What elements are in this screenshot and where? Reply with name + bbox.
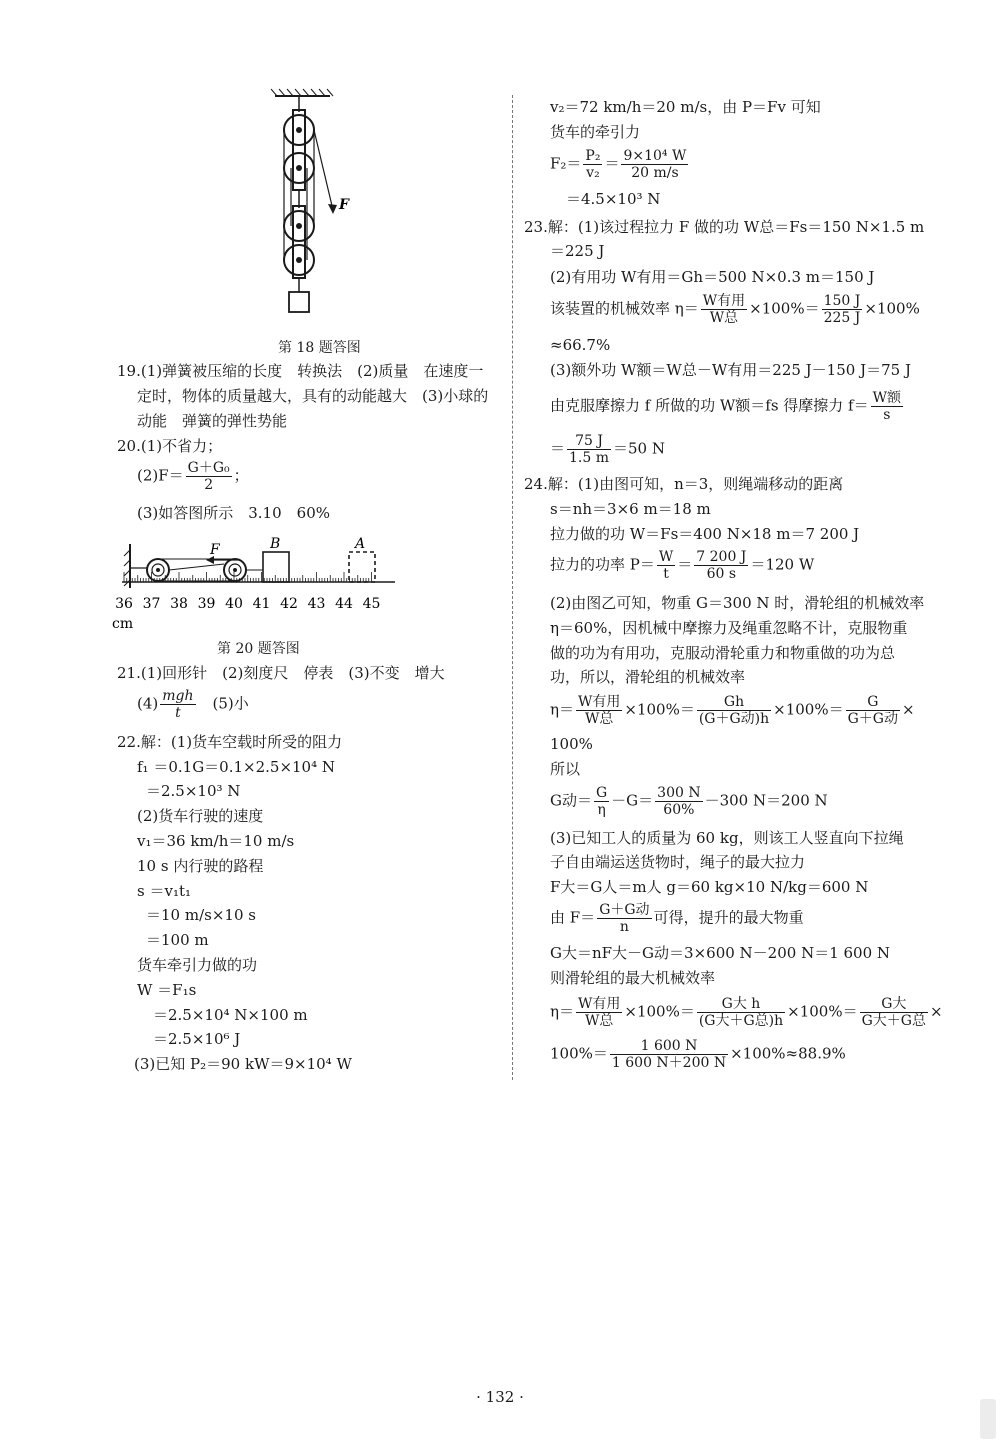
q23-friction-result-denominator: 1.5 m [569,450,610,466]
q24-e3-suffix: 可得，提升的最大物重 [653,908,804,927]
q21-line-1: 21.(1)回形针 (2)刻度尺 停表 (3)不变 增大 [117,664,445,682]
q22-line-9: ＝100 m [146,931,209,949]
q24-line-18: 则滑轮组的最大机械效率 [550,969,716,987]
figure-20-label-a: A [355,536,366,552]
q20-formula-prefix: (2)F＝ [137,466,184,485]
q22c-fraction-1-denominator: v₂ [586,165,600,181]
q22-line-10: 货车牵引力做的功 [137,956,258,974]
q23-efficiency-middle: ×100%＝ [749,299,820,318]
q24-power-prefix: 拉力的功率 P＝ [550,555,655,574]
q23-friction-result-prefix: ＝ [550,439,566,458]
q24-e4-fraction-2 [697,996,785,1029]
q22-line-6: 10 s 内行驶的路程 [137,857,264,875]
q24-e2-fraction-1-denominator: η [597,802,606,818]
ruler-tick-label: 39 [197,596,216,612]
q24-line-15: F大＝G人＝m人 g＝60 kg×10 N/kg＝600 N [550,878,869,896]
q24-line-10: 100% [550,735,593,753]
q21-fraction-denominator: t [175,705,181,721]
q24-line-1: 24.解：(1)由图可知，n＝3，则绳端移动的距离 [524,475,844,493]
q19-line-3: 动能 弹簧的弹性势能 [137,412,288,430]
q22c-fraction-1 [583,148,602,181]
q20-fraction-denominator: 2 [204,477,214,493]
q24-e1-fraction-2-numerator: Gh [697,694,771,711]
figure-20-caption: 第 20 题答图 [217,641,300,657]
q23-efficiency-fraction-2 [822,293,863,326]
figure-18-caption: 第 18 题答图 [278,340,361,356]
figure-20-ruler-diagram [110,530,400,632]
q24-e2-middle: －G＝ [611,791,654,810]
q22c-fraction-2-numerator: 9×10⁴ W [623,148,687,164]
q24-final-result [550,1038,846,1071]
q22-line-13: ＝2.5×10⁶ J [153,1030,241,1048]
q24-power-fraction-1-numerator: W [658,549,674,565]
q23-friction-fraction [871,390,903,423]
q24-e5-fraction-numerator: 1 600 N [610,1038,728,1055]
q21-prefix: (4) [137,694,159,713]
q20-line-3: (3)如答图所示 3.10 60% [137,504,330,522]
q24-line-4 [550,549,814,582]
q20-line-2 [137,460,249,493]
q24-line-7: 做的功为有用功，克服动滑轮重力和物重做的功为总 [550,644,896,662]
figure-20-label-b: B [270,536,281,552]
q24-max-weight-formula [550,902,804,935]
q24-line-14: 子自由端运送货物时，绳子的最大拉力 [550,853,806,871]
q24-e4-fraction-1-numerator: W有用 [578,996,621,1012]
q20-fraction [186,460,232,493]
q22c-fraction-2 [621,148,688,181]
q23-efficiency-fraction-1 [701,293,747,326]
q22-line-12: ＝2.5×10⁴ N×100 m [153,1006,308,1024]
q24-e2-suffix: －300 N＝200 N [704,791,828,810]
q22-line-1: 22.解：(1)货车空载时所受的阻力 [117,733,343,751]
q24-e3-prefix: 由 F＝ [550,908,596,927]
q24-e1-fraction-3-numerator: G [846,694,900,711]
ruler-tick-label: 40 [225,596,243,612]
figure-18-pulley-diagram [255,88,365,333]
q24-e4-fraction-2-numerator: G大 h [697,996,785,1013]
ruler-tick-label: 42 [280,596,298,612]
q23-line-4 [550,293,920,326]
q24-efficiency-formula [550,694,915,727]
q23-efficiency-suffix: ×100% [864,299,920,318]
q23-efficiency-fraction-2-denominator: 225 J [823,310,861,326]
q24-dynamic-weight-formula [550,785,828,818]
q24-e2-fraction-1 [594,785,609,818]
q22c-formula-prefix: F₂＝ [550,154,582,173]
q23-friction-result-suffix: ＝50 N [613,439,665,458]
q23-efficiency-fraction-1-denominator: W总 [709,310,739,326]
q24-power-fraction-1-denominator: t [663,566,669,582]
q24-e5-fraction [610,1038,728,1071]
q23-friction-result-numerator: 75 J [567,433,611,450]
q24-e5-prefix: 100%＝ [550,1044,608,1063]
q24-e1-fraction-1-denominator: W总 [585,711,614,727]
q24-line-5: (2)由图乙可知，物重 G＝300 N 时，滑轮组的机械效率 [550,594,925,612]
figure-18-label-f: F [339,197,349,213]
q23-line-6: (3)额外功 W额＝W总－W有用＝225 J－150 J＝75 J [550,361,911,379]
watermark-logo-icon [978,1395,998,1443]
q24-line-6: η＝60%，因机械中摩擦力及绳重忽略不计，克服物重 [550,619,908,637]
q24-e1-middle-2: ×100%＝ [773,700,844,719]
ruler-tick-label: 38 [170,596,188,612]
q24-e4-fraction-1 [576,996,622,1029]
q24-e3-fraction [597,902,651,935]
q22c-fraction-2-denominator: 20 m/s [631,165,679,181]
q20-formula-suffix: ； [233,466,249,485]
q20-fraction-numerator: G＋G₀ [187,460,230,476]
q24-line-8: 功，所以，滑轮组的机械效率 [550,668,746,686]
q24-e1-middle-1: ×100%＝ [624,700,695,719]
q24-line-11: 所以 [550,760,581,778]
q24-power-fraction-2 [694,549,748,582]
q23-friction-fraction-denominator: s [883,407,891,423]
q24-e3-fraction-numerator: G＋G动 [599,902,650,918]
q22-line-2: f₁ ＝0.1G＝0.1×2.5×10⁴ N [137,758,336,776]
q24-e1-fraction-1 [576,694,622,727]
q24-e2-fraction-2-denominator: 60% [663,802,695,818]
q23-efficiency-prefix: 该装置的机械效率 η＝ [550,299,699,318]
q24-line-13: (3)已知工人的质量为 60 kg，则该工人竖直向下拉绳 [550,829,904,847]
q24-e4-fraction-3 [860,996,928,1029]
q24-e1-fraction-3-denominator: G＋G动 [847,711,898,727]
q24-max-efficiency-formula [550,996,943,1029]
q24-e2-fraction-2-numerator: 300 N [657,785,701,801]
q22c-line-4: ＝4.5×10³ N [566,190,661,208]
q24-line-3: 拉力做的功 W＝Fs＝400 N×18 m＝7 200 J [550,525,860,543]
ruler-tick-label: 45 [362,596,381,612]
q22-line-14: (3)已知 P₂＝90 kW＝9×10⁴ W [134,1055,352,1073]
q22-line-8: ＝10 m/s×10 s [146,906,256,924]
q24-e1-fraction-1-numerator: W有用 [578,694,621,710]
q24-power-fraction-2-denominator: 60 s [706,566,737,582]
figure-20-label-f: F [210,542,220,558]
q24-e2-fraction-1-numerator: G [595,785,608,801]
q24-e1-fraction-2-denominator: (G＋G动)h [698,711,770,727]
q20-line-1: 20.(1)不省力； [117,437,223,455]
q24-e4-prefix: η＝ [550,1002,574,1021]
q22-line-11: W ＝F₁s [137,981,197,999]
q23-line-5: ≈66.7% [550,336,611,354]
q24-power-equals: ＝ [677,555,693,574]
q24-e1-prefix: η＝ [550,700,574,719]
q21-fraction [160,688,195,721]
q24-power-fraction-1 [657,549,675,582]
q22c-formula-equals: ＝ [604,154,620,173]
q22c-fraction-1-numerator: P₂ [585,148,601,164]
q24-line-2: s＝nh＝3×6 m＝18 m [550,500,711,518]
q22c-line-2: 货车的牵引力 [550,123,641,141]
q23-friction-fraction-numerator: W额 [872,390,902,406]
q24-power-suffix: ＝120 W [750,555,815,574]
ruler-tick-label: 44 [335,596,353,612]
q23-line-8 [550,433,665,466]
q24-e4-fraction-3-numerator: G大 [860,996,928,1013]
column-divider [512,95,513,1080]
page-number: · 132 · [476,1388,524,1406]
q23-line-2: ＝225 J [550,242,605,260]
ruler-tick-label: 43 [307,596,326,612]
q22c-line-1: v₂＝72 km/h＝20 m/s，由 P＝Fv 可知 [550,98,821,116]
q23-efficiency-fraction-2-numerator: 150 J [823,293,861,309]
q21-suffix: (5)小 [197,694,249,713]
q22-line-5: v₁＝36 km/h＝10 m/s [137,832,295,850]
q21-fraction-numerator: mgh [162,688,194,704]
q22-line-4: (2)货车行驶的速度 [137,807,264,825]
q24-e4-fraction-3-denominator: G大＋G总 [861,1013,926,1029]
q22-line-3: ＝2.5×10³ N [146,782,241,800]
q23-friction-result-fraction [567,433,611,466]
ruler-tick-label: 37 [142,596,161,612]
figure-20-unit: cm [112,616,134,632]
q21-line-2 [137,688,249,721]
q24-e2-prefix: G动＝ [550,791,592,810]
q24-e4-middle-1: ×100%＝ [624,1002,695,1021]
q19-line-1: 19.(1)弹簧被压缩的长度 转换法 (2)质量 在速度一 [117,362,484,380]
ruler-tick-label: 36 [115,596,133,612]
q22-line-7: s ＝v₁t₁ [137,882,191,900]
q23-line-7 [550,390,905,423]
q24-e1-fraction-3 [846,694,900,727]
q24-e4-fraction-1-denominator: W总 [585,1013,614,1029]
q24-line-17: G大＝nF大－G动＝3×600 N－200 N＝1 600 N [550,944,891,962]
q24-e5-fraction-denominator: 1 600 N＋200 N [611,1055,727,1071]
q24-e4-middle-2: ×100%＝ [787,1002,858,1021]
q24-e2-fraction-2 [655,785,702,818]
q24-e1-suffix: × [901,700,915,719]
q19-line-2: 定时，物体的质量越大，具有的动能越大 (3)小球的 [137,387,489,405]
q24-e4-fraction-2-denominator: (G大＋G总)h [698,1013,784,1029]
q23-friction-prefix: 由克服摩擦力 f 所做的功 W额＝fs 得摩擦力 f＝ [550,396,869,415]
q23-efficiency-fraction-1-numerator: W有用 [702,293,746,309]
q24-e5-suffix: ×100%≈88.9% [730,1044,846,1063]
q22c-formula [550,148,690,181]
q24-e1-fraction-2 [697,694,771,727]
ruler-tick-label: 41 [252,596,271,612]
q24-e4-suffix: × [929,1002,943,1021]
q23-line-1: 23.解：(1)该过程拉力 F 做的功 W总＝Fs＝150 N×1.5 m [524,218,925,236]
q24-e3-fraction-denominator: n [619,919,629,935]
q24-power-fraction-2-numerator: 7 200 J [696,549,747,565]
q23-line-3: (2)有用功 W有用＝Gh＝500 N×0.3 m＝150 J [550,268,875,286]
